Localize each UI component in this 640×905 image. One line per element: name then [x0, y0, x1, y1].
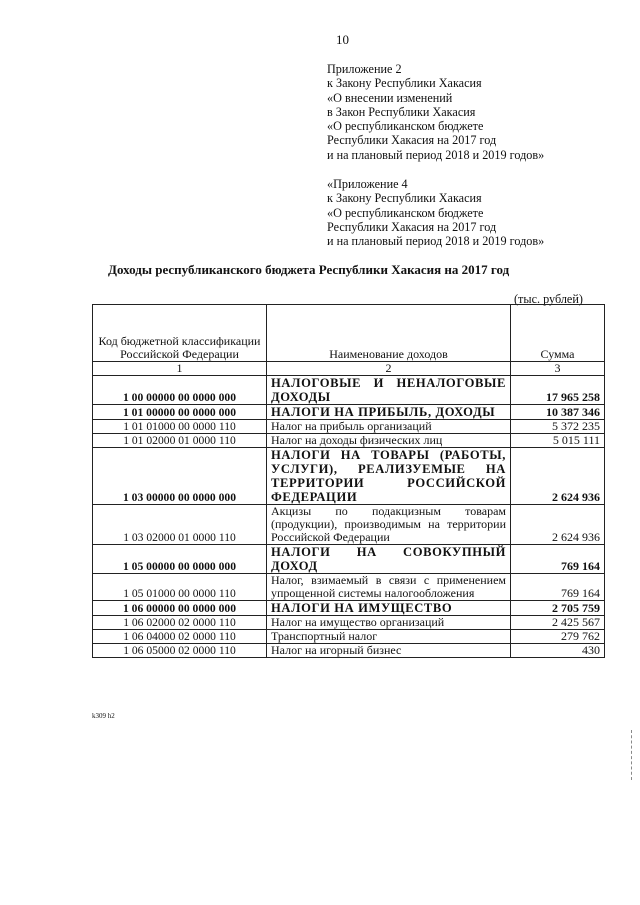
margin-mark — [631, 730, 634, 780]
row-amount: 430 — [511, 644, 605, 658]
row-code: 1 06 05000 02 0000 110 — [93, 644, 267, 658]
annex-header — [327, 62, 544, 162]
row-amount: 2 705 759 — [511, 601, 605, 616]
row-amount: 2 624 936 — [511, 505, 605, 545]
table-row — [93, 574, 605, 601]
annex-line: «О республиканском бюджете — [327, 119, 484, 134]
annex-line: Республики Хакасия на 2017 год — [327, 133, 497, 148]
row-name: НАЛОГИ НА ПРИБЫЛЬ, ДОХОДЫ — [267, 405, 511, 420]
document-title: Доходы республиканского бюджета Республики Хакасия на 2017 год — [108, 262, 510, 277]
annex-line: и на плановый период 2018 и 2019 годов» — [327, 147, 545, 162]
table-row — [93, 616, 605, 630]
column-number: 3 — [511, 362, 605, 376]
column-number: 1 — [93, 362, 267, 376]
annex-line: Республики Хакасия на 2017 год — [327, 219, 497, 234]
annex-line: «О внесении изменений — [327, 90, 453, 105]
row-code: 1 03 00000 00 0000 000 — [93, 448, 267, 505]
row-name: НАЛОГИ НА ИМУЩЕСТВО — [267, 601, 511, 616]
row-amount: 769 164 — [511, 574, 605, 601]
row-name: Акцизы по подакцизным товарам (продукции), производимым на территории Российской Федерации — [267, 505, 511, 545]
revenue-table — [92, 304, 605, 658]
column-number: 2 — [267, 362, 511, 376]
inner-annex-header — [327, 177, 544, 248]
row-name: Налог, взимаемый в связи с применением упрощенной системы налогообложения — [267, 574, 511, 601]
annex-line: Приложение 2 — [327, 62, 402, 76]
row-name: Налог на доходы физических лиц — [267, 434, 511, 448]
row-code: 1 05 01000 00 0000 110 — [93, 574, 267, 601]
header-code: Код бюджетной классификации Российской Федерации — [93, 305, 267, 362]
row-code: 1 00 00000 00 0000 000 — [93, 376, 267, 405]
row-name: Транспортный налог — [267, 630, 511, 644]
row-code: 1 06 00000 00 0000 000 — [93, 601, 267, 616]
row-amount: 5 015 111 — [511, 434, 605, 448]
row-code: 1 01 00000 00 0000 000 — [93, 405, 267, 420]
row-amount: 17 965 258 — [511, 376, 605, 405]
row-amount: 2 425 567 — [511, 616, 605, 630]
table-body — [93, 376, 605, 658]
row-name: НАЛОГОВЫЕ И НЕНАЛОГОВЫЕ ДОХОДЫ — [267, 376, 511, 405]
row-code: 1 03 02000 01 0000 110 — [93, 505, 267, 545]
table-row — [93, 448, 605, 505]
row-code: 1 06 04000 02 0000 110 — [93, 630, 267, 644]
header-name: Наименование доходов — [267, 305, 511, 362]
table-row — [93, 545, 605, 574]
row-amount: 5 372 235 — [511, 420, 605, 434]
table-row — [93, 420, 605, 434]
table-row — [93, 405, 605, 420]
column-number-row — [93, 362, 605, 376]
row-name: НАЛОГИ НА ТОВАРЫ (РАБОТЫ, УСЛУГИ), РЕАЛИЗУЕМЫЕ НА ТЕРРИТОРИИ РОССИЙСКОЙ ФЕДЕРАЦИИ — [267, 448, 511, 505]
annex-line: в Закон Республики Хакасия — [327, 104, 476, 119]
row-amount: 2 624 936 — [511, 448, 605, 505]
header-amount: Сумма — [511, 305, 605, 362]
page-number: 10 — [336, 32, 349, 47]
annex-line: к Закону Республики Хакасия — [327, 191, 482, 206]
row-name: НАЛОГИ НА СОВОКУПНЫЙ ДОХОД — [267, 545, 511, 574]
row-amount: 769 164 — [511, 545, 605, 574]
row-name: Налог на прибыль организаций — [267, 420, 511, 434]
table-header-row — [93, 305, 605, 362]
table-row — [93, 376, 605, 405]
row-code: 1 06 02000 02 0000 110 — [93, 616, 267, 630]
table-row — [93, 505, 605, 545]
footer-code: k309 h2 — [92, 712, 115, 720]
table-row — [93, 644, 605, 658]
row-name: Налог на игорный бизнес — [267, 644, 511, 658]
annex-line: «О республиканском бюджете — [327, 205, 484, 220]
row-code: 1 01 01000 00 0000 110 — [93, 420, 267, 434]
units-label: (тыс. рублей) — [514, 292, 583, 306]
table-row — [93, 630, 605, 644]
row-code: 1 05 00000 00 0000 000 — [93, 545, 267, 574]
row-code: 1 01 02000 01 0000 110 — [93, 434, 267, 448]
annex-line: и на плановый период 2018 и 2019 годов» — [327, 234, 545, 249]
row-name: Налог на имущество организаций — [267, 616, 511, 630]
annex-line: к Закону Республики Хакасия — [327, 76, 482, 91]
table-row — [93, 601, 605, 616]
row-amount: 10 387 346 — [511, 405, 605, 420]
row-amount: 279 762 — [511, 630, 605, 644]
table-row — [93, 434, 605, 448]
annex-line: «Приложение 4 — [327, 177, 408, 191]
